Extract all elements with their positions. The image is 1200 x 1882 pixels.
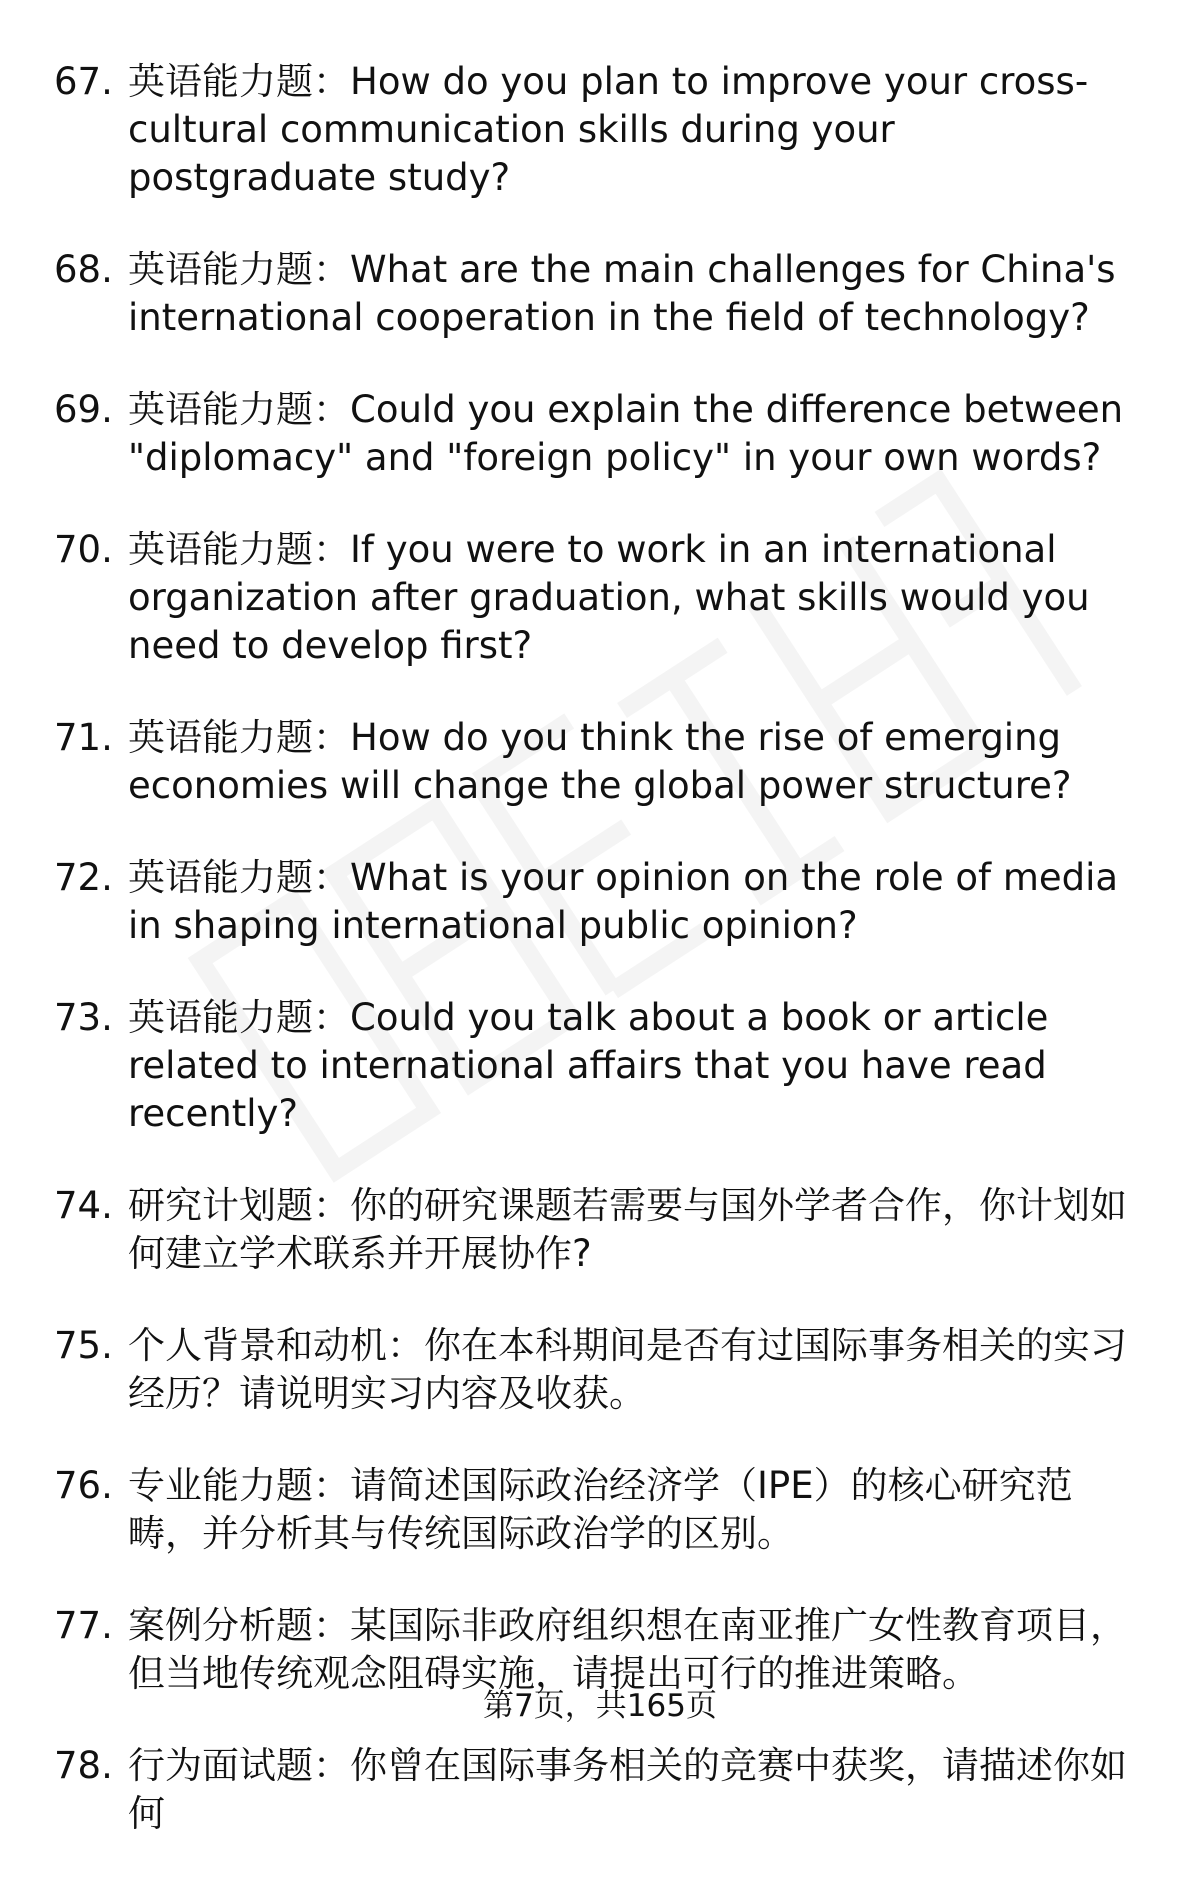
question-number: 71. xyxy=(54,716,113,759)
question-number: 70. xyxy=(54,528,113,571)
question-item xyxy=(0,58,1200,202)
question-number: 76. xyxy=(54,1464,113,1507)
page-indicator: 第7页，共165页 xyxy=(483,1688,717,1724)
question-item xyxy=(0,714,1200,810)
question-item xyxy=(0,1602,1200,1698)
question-item xyxy=(0,994,1200,1138)
question-text: 英语能力题：How do you plan to improve your cross-cultural communication skills during your postgraduate study? xyxy=(128,60,1089,199)
question-number: 68. xyxy=(54,248,113,291)
question-text: 行为面试题：你曾在国际事务相关的竞赛中获奖，请描述你如何 xyxy=(128,1744,1127,1835)
question-number: 75. xyxy=(54,1324,113,1367)
question-number: 73. xyxy=(54,996,113,1039)
question-item xyxy=(0,1182,1200,1278)
question-number: 72. xyxy=(54,856,113,899)
question-number: 74. xyxy=(54,1184,113,1227)
question-item xyxy=(0,1742,1200,1838)
page-footer xyxy=(0,1686,1200,1726)
question-text: 英语能力题：How do you think the rise of emerging economies will change the global power structure? xyxy=(128,716,1072,807)
question-item xyxy=(0,246,1200,342)
question-text: 英语能力题：What is your opinion on the role of media in shaping international public opinion? xyxy=(128,856,1119,947)
question-text: 英语能力题：What are the main challenges for China's international cooperation in the field of technology? xyxy=(128,248,1116,339)
question-number: 67. xyxy=(54,60,113,103)
question-text: 英语能力题：Could you explain the difference between "diplomacy" and "foreign policy" in your own words? xyxy=(128,388,1124,479)
question-number: 78. xyxy=(54,1744,113,1787)
question-item xyxy=(0,526,1200,670)
question-number: 69. xyxy=(54,388,113,431)
question-text: 研究计划题：你的研究课题若需要与国外学者合作，你计划如何建立学术联系并开展协作? xyxy=(128,1184,1127,1275)
question-item xyxy=(0,386,1200,482)
question-number: 77. xyxy=(54,1604,113,1647)
question-text: 英语能力题：If you were to work in an international organization after graduation, what skills would you need to develop first? xyxy=(128,528,1090,667)
question-text: 案例分析题：某国际非政府组织想在南亚推广女性教育项目，但当地传统观念阻碍实施，请提出可行的推进策略。 xyxy=(128,1604,1127,1695)
question-item xyxy=(0,854,1200,950)
question-item xyxy=(0,1322,1200,1418)
question-text: 个人背景和动机：你在本科期间是否有过国际事务相关的实习经历？请说明实习内容及收获。 xyxy=(128,1324,1127,1415)
question-text: 专业能力题：请简述国际政治经济学（IPE）的核心研究范畴，并分析其与传统国际政治学的区别。 xyxy=(128,1464,1073,1555)
question-item xyxy=(0,1462,1200,1558)
question-text: 英语能力题：Could you talk about a book or article related to international affairs that you have read recently? xyxy=(128,996,1049,1135)
question-list xyxy=(0,58,1200,1882)
